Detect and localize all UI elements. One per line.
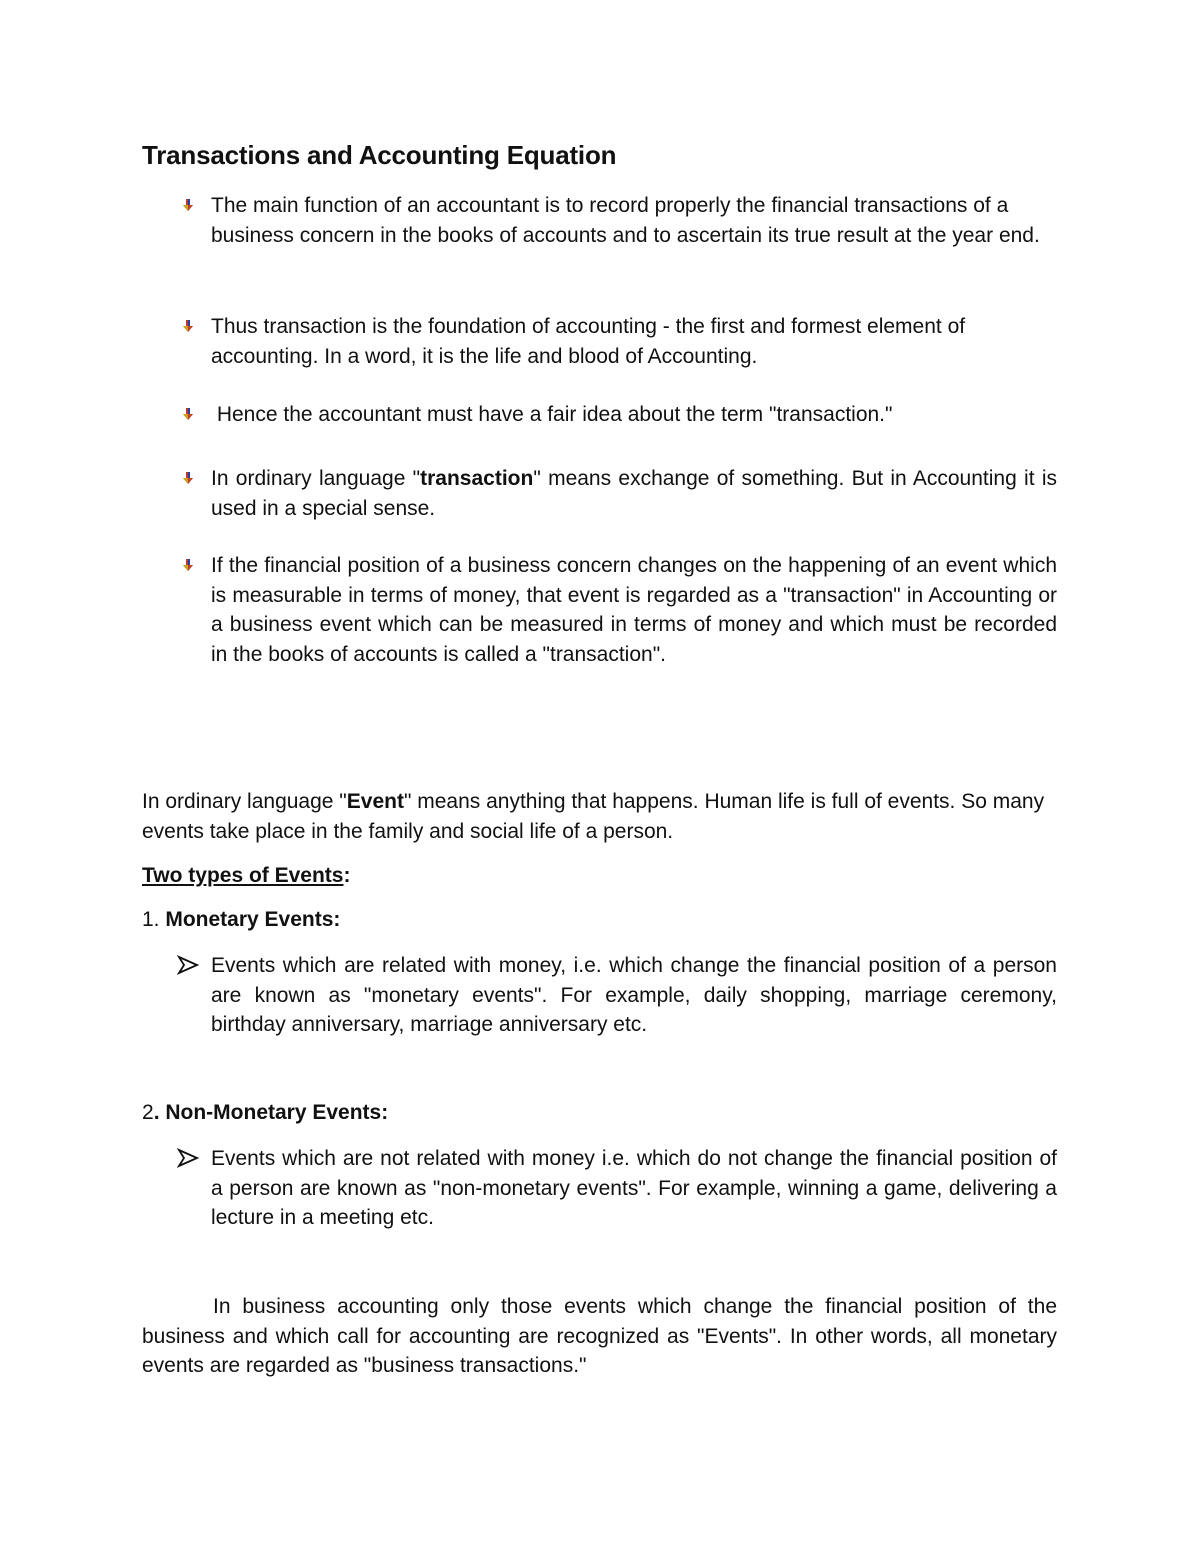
bullet-text-4-after: " means exchange of something. But in Accounting it is used in a special sense.: [211, 467, 1057, 520]
event-para-bold: Event: [346, 790, 404, 813]
bullet-text-4-before: In ordinary language ": [211, 467, 421, 490]
pushpin-bullet-icon: [177, 467, 201, 487]
pushpin-bullet-icon: [177, 315, 201, 335]
arrow-bullet-icon: [177, 1148, 201, 1170]
types-heading-label: Two types of Events: [142, 864, 344, 887]
pushpin-bullet-icon: [177, 554, 201, 574]
non-monetary-heading: [142, 1098, 388, 1128]
bullet-text-4-bold: transaction: [420, 467, 534, 490]
bullet-text-3: Hence the accountant must have a fair idea about the term "transaction.": [211, 403, 893, 426]
non-monetary-label: . Non-Monetary Events:: [153, 1101, 389, 1124]
monetary-heading: [142, 905, 340, 935]
arrow-bullet-icon: [177, 955, 201, 977]
event-para-after: " means anything that happens. Human life is full of events. So many events take place in the family and social life of a person.: [142, 790, 1045, 843]
bullet-text-1: The main function of an accountant is to record properly the financial transactions of a business concern in the books of accounts and to ascertain its true result at the year end.: [211, 194, 1040, 247]
page-title: Transactions and Accounting Equation: [142, 140, 617, 170]
closing-paragraph: [142, 1292, 1057, 1381]
event-definition-paragraph: [142, 787, 1057, 846]
bullet-text-2: Thus transaction is the foundation of accounting - the first and formest element of accounting. In a word, it is the life and blood of Accounting.: [211, 315, 966, 368]
non-monetary-text: Events which are not related with money i.e. which do not change the financial position of a person are known as "non-monetary events". For example, winning a game, delivering a lecture in a meeting etc.: [211, 1147, 1057, 1229]
non-monetary-number: 2: [142, 1101, 154, 1124]
pushpin-bullet-icon: [177, 194, 201, 214]
monetary-label: Monetary Events:: [165, 908, 341, 931]
types-heading: [142, 861, 350, 891]
closing-text: In business accounting only those events which change the financial position of the business and which call for accounting are recognized as "Events". In other words, all monetary events are regarded as "business transactions.": [142, 1295, 1057, 1377]
monetary-text: Events which are related with money, i.e. which change the financial position of a person are known as "monetary events". For example, daily shopping, marriage ceremony, birthday anniversary, marriage anniversary etc.: [211, 954, 1057, 1036]
event-para-before: In ordinary language ": [142, 790, 347, 813]
pushpin-bullet-icon: [177, 403, 201, 423]
monetary-number: 1.: [142, 908, 166, 931]
bullet-text-4: [211, 464, 1057, 523]
bullet-text-5: If the financial position of a business concern changes on the happening of an event which is measurable in terms of money, that event is regarded as a "transaction" in Accounting or a business event which can be measured in terms of money and which must be recorded in the books of accounts is called a "transaction".: [211, 554, 1057, 666]
types-heading-colon: :: [343, 864, 351, 887]
